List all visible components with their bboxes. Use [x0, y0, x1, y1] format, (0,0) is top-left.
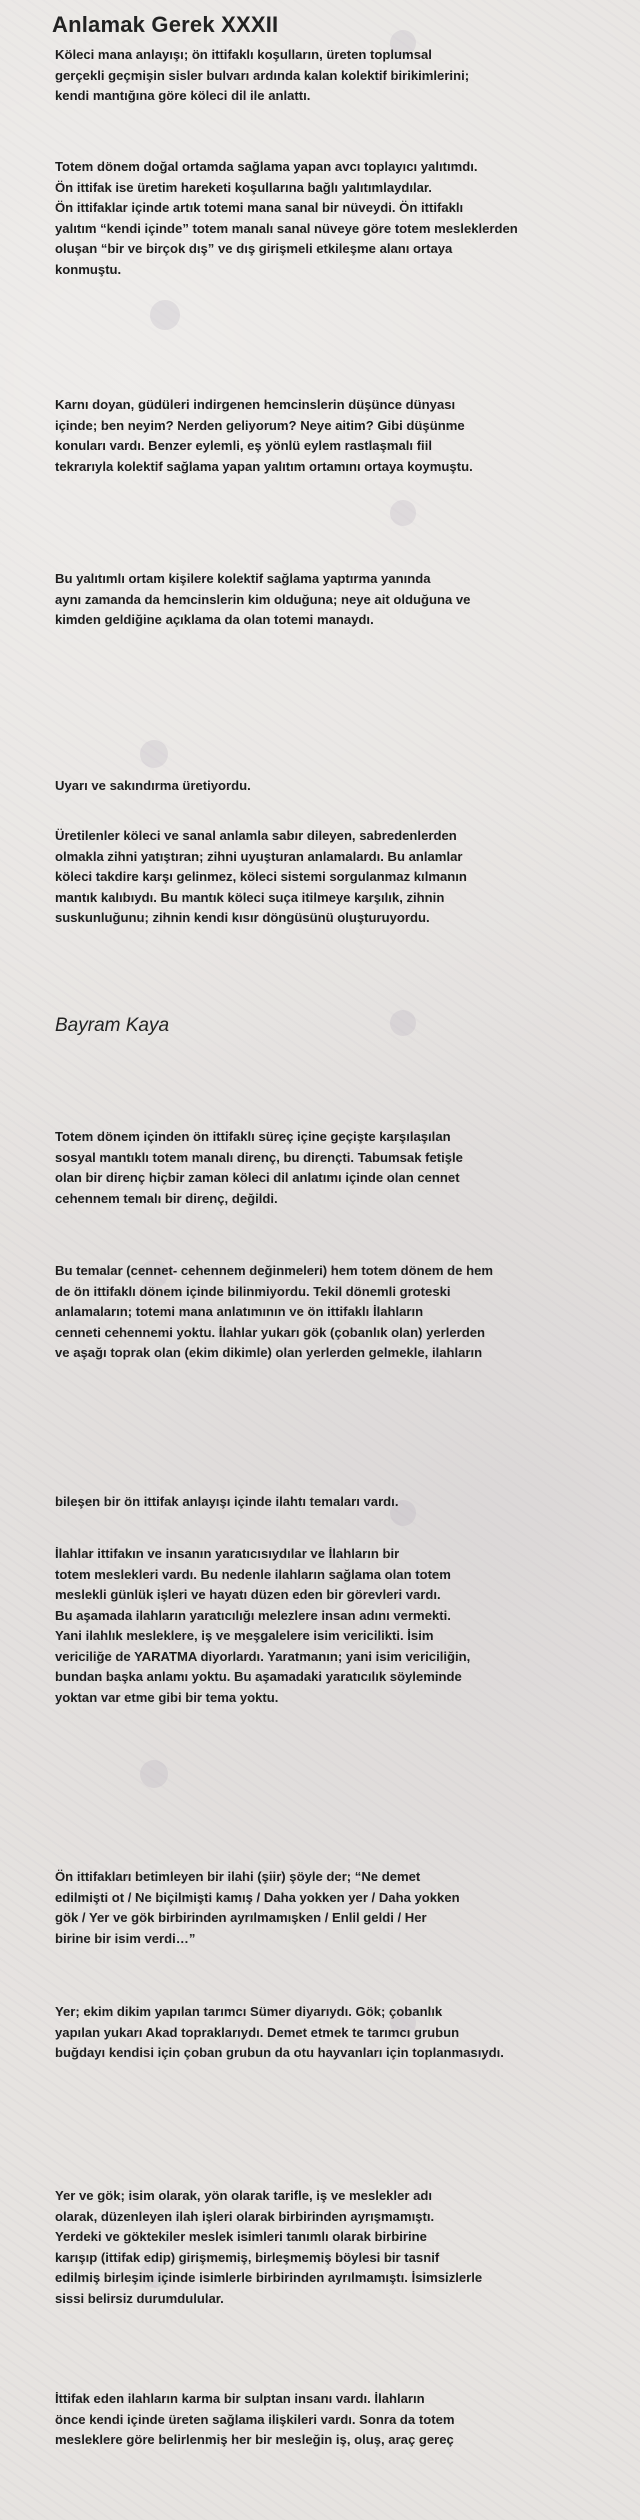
text-line: kimden geldiğine açıklama da olan totemi manaydı.	[55, 612, 374, 627]
text-line: yapılan yukarı Akad topraklarıydı. Demet etmek te tarımcı grubun	[55, 2024, 460, 2040]
text-line: birine bir isim verdi…”	[55, 1930, 196, 1946]
paragraph	[55, 1492, 630, 1513]
paragraph	[55, 157, 630, 280]
text-line: buğdayı kendisi için çoban grubun da otu hayvanları için toplanmasıydı.	[55, 2045, 504, 2060]
text-line: Yerdeki ve göktekiler meslek isimleri tanımlı olarak birbirine	[55, 2229, 427, 2244]
texture-dot	[140, 740, 168, 768]
text-line: mesleklere göre belirlenmiş her bir mesleğin iş, oluş, araç gereç	[55, 2432, 454, 2447]
text-line: İttifak eden ilahların karma bir sulptan insanı vardı. İlahların	[55, 2391, 425, 2406]
text-line: köleci takdire karşı gelinmez, köleci sistemi sorgulanmaz kılmanın	[55, 869, 467, 884]
paragraph	[55, 1261, 630, 1364]
paragraph	[55, 569, 630, 631]
author-name: Bayram Kaya	[55, 1015, 170, 1036]
texture-dot	[390, 500, 416, 526]
text-line: Bu temalar (cennet- cehennem değinmeleri) hem totem dönem de hem	[55, 1263, 494, 1278]
text-line: içinde; ben neyim? Nerden geliyorum? Neye aitim? Gibi düşünme	[55, 417, 465, 433]
text-line: olarak, düzenleyen ilah işleri olarak birbirinden ayrışmamıştı.	[55, 2208, 435, 2224]
text-line: totem meslekleri vardı. Bu nedenle ilahların sağlama olan totem	[55, 1566, 451, 1582]
text-line: gerçekli geçmişin sisler bulvarı ardında kalan kolektif birikimlerini;	[55, 67, 470, 83]
text-line: bileşen bir ön ittifak anlayışı içinde ilahtı temaları vardı.	[55, 1494, 399, 1509]
text-line: Köleci mana anlayışı; ön ittifaklı koşulların, üreten toplumsal	[55, 47, 432, 62]
text-line: oluşan “bir ve birçok dış” ve dış girişmeli etkileşme alanı ortaya	[55, 241, 453, 256]
text-line: Totem dönem doğal ortamda sağlama yapan avcı toplayıcı yalıtımdı.	[55, 159, 478, 174]
text-line: Yer ve gök; isim olarak, yön olarak tarifle, iş ve meslekler adı	[55, 2188, 433, 2203]
text-line: sosyal mantıklı totem manalı direnç, bu dirençti. Tabumsak fetişle	[55, 1149, 463, 1165]
text-line: olan bir direnç hiçbir zaman köleci dil anlatımı içinde olan cennet	[55, 1170, 460, 1185]
text-line: Karnı doyan, güdüleri indirgenen hemcinslerin düşünce dünyası	[55, 397, 456, 412]
paragraph	[55, 1544, 630, 1708]
texture-dot	[150, 300, 180, 330]
text-line: cehennem temalı bir direnç, değildi.	[55, 1190, 278, 1206]
text-line: Ön ittifak ise üretim hareketi koşullarına bağlı yalıtımlaydılar.	[55, 179, 432, 195]
text-line: Ön ittifaklar içinde artık totemi mana sanal bir nüveydi. Ön ittifaklı	[55, 200, 464, 215]
paragraph	[55, 45, 630, 107]
text-line: İlahlar ittifakın ve insanın yaratıcısıydılar ve İlahların bir	[55, 1546, 400, 1561]
text-line: vericiliğe de YARATMA diyorlardı. Yaratmanın; yani isim vericiliğin,	[55, 1648, 471, 1664]
text-line: önce kendi içinde üreten sağlama ilişkileri vardı. Sonra da totem	[55, 2411, 455, 2427]
paragraph	[55, 1127, 630, 1209]
text-line: tekrarıyla kolektif sağlama yapan yalıtım ortamını ortaya koymuştu.	[55, 458, 473, 474]
text-line: sissi belirsiz durumdulular.	[55, 2290, 224, 2306]
text-line: yoktan var etme gibi bir tema yoktu.	[55, 1689, 279, 1705]
text-line: edilmiş birleşim içinde isimlerle birbirinden ayrılmamıştı. İsimsizlerle	[55, 2270, 483, 2285]
paragraph	[55, 2186, 630, 2309]
text-line: aynı zamanda da hemcinslerin kim olduğuna; neye ait olduğuna ve	[55, 591, 471, 607]
text-line: gök / Yer ve gök birbirinden ayrılmamışken / Enlil geldi / Her	[55, 1910, 427, 1925]
text-line: konmuştu.	[55, 261, 122, 277]
paragraph	[55, 826, 630, 929]
text-line: Uyarı ve sakındırma üretiyordu.	[55, 778, 251, 793]
text-line: kendi mantığına göre köleci dil ile anlattı.	[55, 88, 311, 103]
text-line: cenneti cehennemi yoktu. İlahlar yukarı gök (çobanlık olan) yerlerden	[55, 1324, 486, 1340]
text-line: suskunluğunu; zihnin kendi kısır döngüsünü oluşturuyordu.	[55, 910, 430, 925]
page-title: Anlamak Gerek XXXII	[52, 12, 279, 37]
text-line: Bu aşamada ilahların yaratıcılığı melezlere insan adını vermekti.	[55, 1607, 451, 1623]
text-line: Ön ittifakları betimleyen bir ilahi (şiir) şöyle der; “Ne demet	[55, 1869, 421, 1884]
text-line: anlamaların; totemi mana anlatımının ve ön ittifaklı İlahların	[55, 1304, 424, 1319]
paragraph	[55, 395, 630, 477]
text-line: de ön ittifaklı dönem içinde bilinmiyordu. Tekil dönemli groteski	[55, 1283, 451, 1299]
text-line: ve aşağı toprak olan (ekim dikimle) olan yerlerden gelmekle, ilahların	[55, 1345, 483, 1360]
text-line: meslekli günlük işleri ve hayatı düzen eden bir görevleri vardı.	[55, 1587, 441, 1602]
text-line: olmakla zihni yatıştıran; zihni uyuşturan anlamalardı. Bu anlamlar	[55, 848, 463, 864]
text-line: Bu yalıtımlı ortam kişilere kolektif sağlama yaptırma yanında	[55, 571, 431, 586]
paragraph	[55, 776, 630, 797]
texture-dot	[390, 1010, 416, 1036]
text-line: mantık kalıbıydı. Bu mantık köleci suça itilmeye karşılık, zihnin	[55, 889, 445, 905]
text-line: Totem dönem içinden ön ittifaklı süreç içine geçişte karşılaşılan	[55, 1129, 451, 1144]
paragraph	[55, 2002, 630, 2064]
paragraph	[55, 1867, 630, 1949]
texture-dot	[140, 1760, 168, 1788]
text-line: bundan başka anlamı yoktu. Bu aşamadaki yaratıcılık söyleminde	[55, 1669, 462, 1684]
text-line: Yani ilahlık mesleklere, iş ve meşgalelere isim vericilikti. İsim	[55, 1628, 434, 1643]
text-line: yalıtım “kendi içinde” totem manalı sanal nüveye göre totem mesleklerden	[55, 220, 518, 236]
text-line: edilmişti ot / Ne biçilmişti kamış / Daha yokken yer / Daha yokken	[55, 1889, 460, 1905]
paragraph	[55, 2389, 630, 2451]
text-line: konuları vardı. Benzer eylemli, eş yönlü eylem rastlaşmalı fiil	[55, 438, 432, 453]
text-line: karışıp (ittifak edip) girişmemiş, birleşmemiş böylesi bir tasnif	[55, 2249, 440, 2265]
text-line: Üretilenler köleci ve sanal anlamla sabır dileyen, sabredenlerden	[55, 828, 457, 843]
text-line: Yer; ekim dikim yapılan tarımcı Sümer diyarıydı. Gök; çobanlık	[55, 2004, 443, 2019]
